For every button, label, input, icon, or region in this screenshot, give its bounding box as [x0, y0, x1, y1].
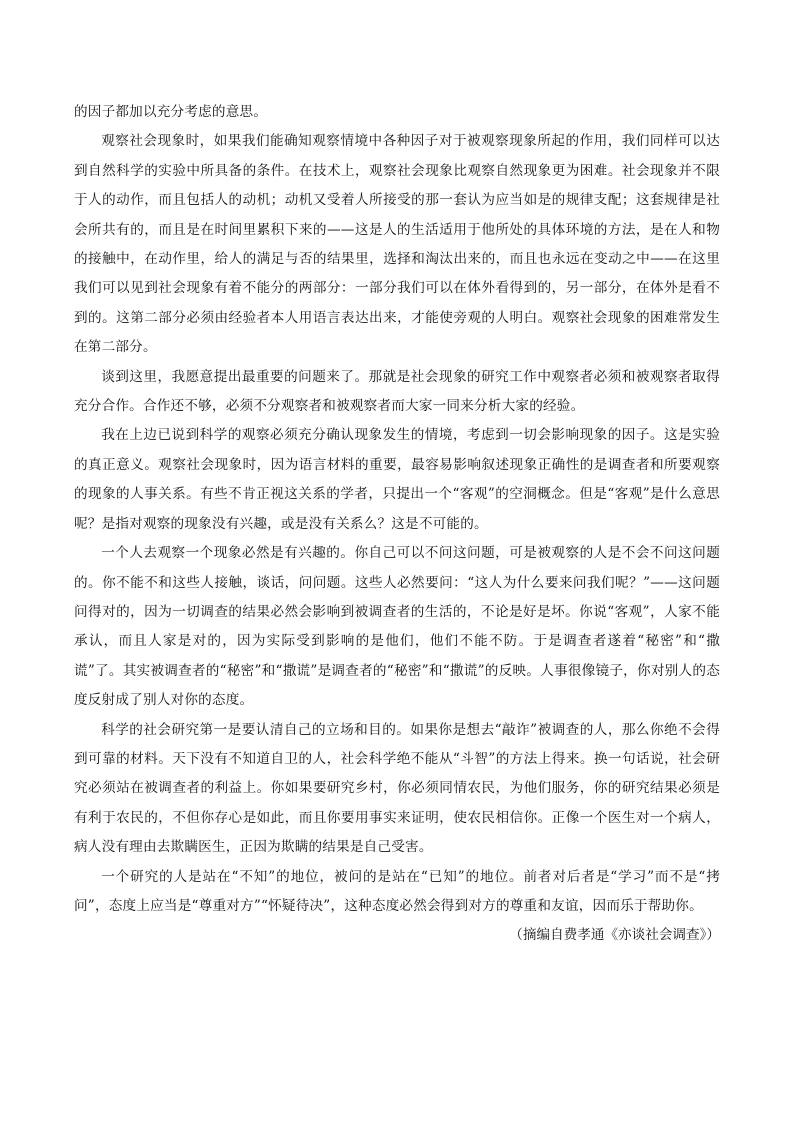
paragraph-cooperation: 谈到这里，我愿意提出最重要的问题来了。那就是社会现象的研究工作中观察者必须和被观察者取得充分合作。合作还不够，必须不分观察者和被观察者而大家一同来分析大家的经验。: [74, 368, 720, 415]
paragraph-continuation: 的因子都加以充分考虑的意思。: [74, 104, 268, 120]
document-body: [74, 98, 720, 951]
paragraph-standpoint: 科学的社会研究第一是要认清自己的立场和目的。如果你是想去“敲诈”被调查的人，那么你绝不会得到可靠的材料。天下没有不知道自卫的人，社会科学绝不能从“斗智”的方法上得来。换一句话说，社会研究必须站在被调查者的利益上。你如果要研究乡村，你必须同情农民，为他们服务，你的研究结果必须是有利于农民的，不但你存心是如此，而且你要用事实来证明，使农民相信你。正像一个医生对一个病人，病人没有理由去欺瞒医生，正因为欺瞒的结果是自己受害。: [74, 721, 720, 856]
paragraph-interest: 一个人去观察一个现象必然是有兴趣的。你自己可以不问这问题，可是被观察的人是不会不问这问题的。你不能不和这些人接触，谈话，问问题。这些人必然要问：“这人为什么要来问我们呢？”——这问题问得对的，因为一切调查的结果必然会影响到被调查者的生活的，不论是好是坏。你说“客观”，人家不能承认，而且人家是对的，因为实际受到影响的是他们，他们不能不防。于是调查者遂着“秘密”和“撒谎”了。其实被调查者的“秘密”和“撒谎”是调查者的“秘密”和“撒谎”的反映。人事很像镜子，你对别人的态度反射成了别人对你的态度。: [74, 545, 720, 709]
paragraph-objectivity: 我在上边已说到科学的观察必须充分确认现象发生的情境，考虑到一切会影响现象的因子。这是实验的真正意义。观察社会现象时，因为语言材料的重要，最容易影响叙述现象正确性的是调查者和所要观察的现象的人事关系。有些不肯正视这关系的学者，只提出一个“客观”的空洞概念。但是“客观”是什么意思呢？是指对观察的现象没有兴趣，或是没有关系么？这是不可能的。: [74, 427, 720, 532]
paragraph-attitude: 一个研究的人是站在“不知”的地位，被问的是站在“已知”的地位。前者对后者是“学习”而不是“拷问”，态度上应当是“尊重对方”“怀疑待决”，这种态度必然会得到对方的尊重和友谊，因而乐于帮助你。: [74, 868, 720, 914]
source-citation: （摘编自费孝通《亦谈社会调查》）: [509, 927, 720, 944]
paragraph-observation-difficulty: 观察社会现象时，如果我们能确知观察情境中各种因子对于被观察现象所起的作用，我们同样可以达到自然科学的实验中所具备的条件。在技术上，观察社会现象比观察自然现象更为困难。社会现象并不限于人的动作，而且包括人的动机；动机又受着人所接受的那一套认为应当如是的规律支配；这套规律是社会所共有的，而且是在时间里累积下来的——这是人的生活适用于他所处的具体环境的方法，是在人和物的接触中，在动作里，给人的满足与否的结果里，选择和淘汰出来的，而且也永远在变动之中——在这里我们可以见到社会现象有着不能分的两部分：一部分我们可以在体外看得到的，另一部分，在体外是看不到的。这第二部分必须由经验者本人用语言表达出来，才能使旁观的人明白。观察社会现象的困难常发生在第二部分。: [74, 133, 720, 356]
